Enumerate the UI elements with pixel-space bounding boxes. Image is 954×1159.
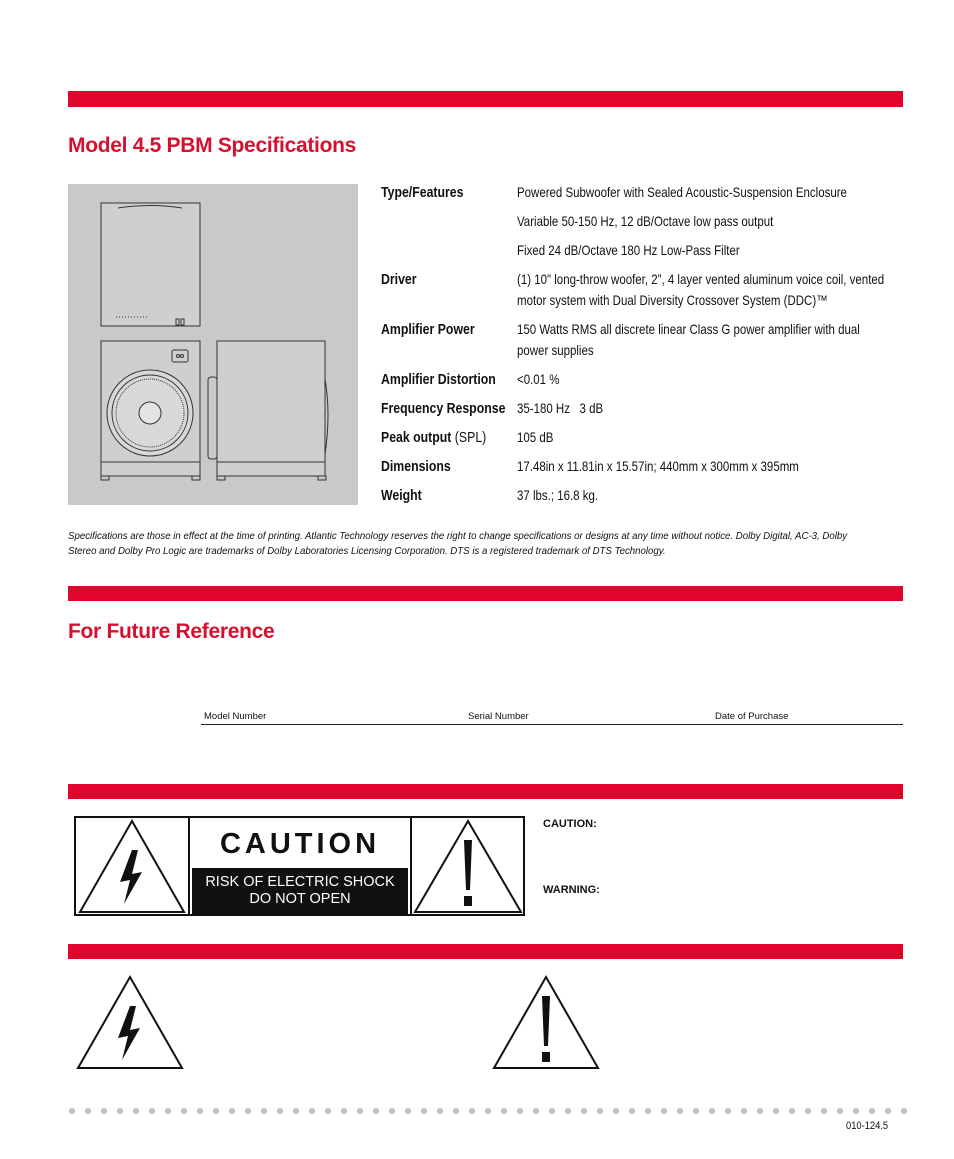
divider-dot <box>101 1108 107 1114</box>
divider-dot <box>85 1108 91 1114</box>
dotted-divider <box>68 1107 908 1115</box>
caution-red-bar <box>68 784 903 799</box>
spec-label-amplifier-distortion: Amplifier Distortion <box>381 371 496 388</box>
divider-dot <box>325 1108 331 1114</box>
divider-dot <box>517 1108 523 1114</box>
divider-dot <box>885 1108 891 1114</box>
date-of-purchase-label: Date of Purchase <box>715 711 789 722</box>
document-number: 010-124.5 <box>846 1120 889 1132</box>
divider-dot <box>405 1108 411 1114</box>
spec-value-type-features-1: Powered Subwoofer with Sealed Acoustic-Suspension Enclosure <box>517 184 847 200</box>
product-illustration <box>68 184 358 505</box>
spec-value-amplifier-distortion: <0.01 % <box>517 371 560 387</box>
caution-title: CAUTION <box>219 828 381 860</box>
specs-heading: Model 4.5 PBM Specifications <box>68 134 356 157</box>
divider-dot <box>901 1108 907 1114</box>
shock-warning-line1: RISK OF ELECTRIC SHOCK <box>205 874 395 890</box>
divider-dot <box>869 1108 875 1114</box>
divider-dot <box>373 1108 379 1114</box>
reference-red-bar <box>68 586 903 601</box>
divider-dot <box>181 1108 187 1114</box>
shock-warning-panel <box>192 868 408 914</box>
divider-dot <box>469 1108 475 1114</box>
divider-dot <box>533 1108 539 1114</box>
divider-dot <box>629 1108 635 1114</box>
divider-dot <box>437 1108 443 1114</box>
lightning-triangle-icon <box>74 974 186 1070</box>
spec-value-dimensions: 17.48in x 11.81in x 15.57in; 440mm x 300mm x 395mm <box>517 458 799 474</box>
spec-value-type-features-2: Variable 50-150 Hz, 12 dB/Octave low pass output <box>517 213 774 229</box>
model-number-label: Model Number <box>204 711 267 722</box>
divider-dot <box>565 1108 571 1114</box>
divider-dot <box>213 1108 219 1114</box>
warning-side-label: WARNING: <box>543 884 600 896</box>
divider-dot <box>357 1108 363 1114</box>
divider-dot <box>773 1108 779 1114</box>
shock-warning-line2: DO NOT OPEN <box>249 891 351 907</box>
divider-dot <box>197 1108 203 1114</box>
divider-dot <box>613 1108 619 1114</box>
divider-dot <box>421 1108 427 1114</box>
divider-dot <box>725 1108 731 1114</box>
spec-label-peak-output: Peak output (SPL) <box>381 429 487 446</box>
spec-value-peak-output: 105 dB <box>517 429 554 445</box>
spec-value-driver-2: motor system with Dual Diversity Crossover System (DDC)™ <box>517 292 828 308</box>
divider-dot <box>309 1108 315 1114</box>
exclamation-triangle-icon <box>412 818 525 914</box>
divider-dot <box>661 1108 667 1114</box>
caution-side-label: CAUTION: <box>543 818 597 830</box>
divider-dot <box>821 1108 827 1114</box>
divider-dot <box>389 1108 395 1114</box>
spec-value-driver-1: (1) 10" long-throw woofer, 2”, 4 layer vented aluminum voice coil, vented <box>517 271 885 287</box>
divider-dot <box>501 1108 507 1114</box>
divider-dot <box>117 1108 123 1114</box>
spec-label-type-features: Type/Features <box>381 184 464 201</box>
divider-dot <box>789 1108 795 1114</box>
divider-dot <box>549 1108 555 1114</box>
spec-value-amplifier-power-1: 150 Watts RMS all discrete linear Class G power amplifier with dual <box>517 321 860 337</box>
spec-label-frequency-response: Frequency Response <box>381 400 506 417</box>
disclaimer: Specifications are those in effect at the time of printing. Atlantic Technology reserves the right to change specifications or designs at any time without notice. Dolby Digital, AC-3, Dolby Stereo and Dolby Pro Logic are trademarks of Dolby Laboratories Licensing Corporation. DTS is a registered trademark of DTS Technology. <box>68 530 848 557</box>
divider-dot <box>741 1108 747 1114</box>
top-red-bar <box>68 91 903 107</box>
divider-dot <box>149 1108 155 1114</box>
spec-label-dimensions: Dimensions <box>381 458 451 475</box>
spec-value-frequency-response: 35-180 Hz 3 dB <box>517 400 604 416</box>
spec-value-type-features-3: Fixed 24 dB/Octave 180 Hz Low-Pass Filter <box>517 242 740 258</box>
spec-label-driver: Driver <box>381 271 417 288</box>
spec-value-weight: 37 lbs.; 16.8 kg. <box>517 487 599 503</box>
divider-dot <box>485 1108 491 1114</box>
divider-dot <box>229 1108 235 1114</box>
serial-number-label: Serial Number <box>468 711 529 722</box>
reference-heading: For Future Reference <box>68 620 275 643</box>
divider-dot <box>677 1108 683 1114</box>
divider-dot <box>645 1108 651 1114</box>
spec-label-amplifier-power: Amplifier Power <box>381 321 475 338</box>
divider-dot <box>597 1108 603 1114</box>
divider-dot <box>293 1108 299 1114</box>
divider-dot <box>245 1108 251 1114</box>
divider-dot <box>165 1108 171 1114</box>
divider-dot <box>757 1108 763 1114</box>
divider-dot <box>853 1108 859 1114</box>
caution-label-box <box>74 816 525 916</box>
divider-dot <box>837 1108 843 1114</box>
divider-dot <box>341 1108 347 1114</box>
symbols-red-bar <box>68 944 903 959</box>
divider-dot <box>277 1108 283 1114</box>
reference-write-line <box>201 724 903 725</box>
divider-dot <box>453 1108 459 1114</box>
spec-label-peak-output-unit: (SPL) <box>451 429 487 446</box>
divider-dot <box>805 1108 811 1114</box>
divider-dot <box>581 1108 587 1114</box>
divider-dot <box>133 1108 139 1114</box>
lightning-triangle-icon <box>76 818 188 914</box>
spec-value-amplifier-power-2: power supplies <box>517 342 594 358</box>
divider-dot <box>709 1108 715 1114</box>
divider-dot <box>69 1108 75 1114</box>
divider-dot <box>261 1108 267 1114</box>
exclamation-triangle-icon <box>490 974 602 1070</box>
spec-label-weight: Weight <box>381 487 422 504</box>
divider-dot <box>693 1108 699 1114</box>
